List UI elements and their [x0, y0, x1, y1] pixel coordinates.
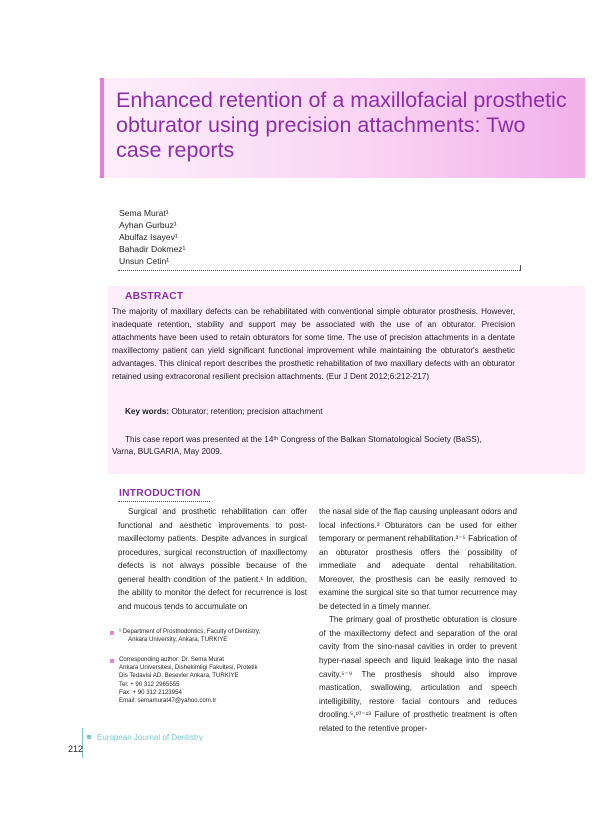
introduction-heading: INTRODUCTION: [119, 488, 201, 499]
corr-line: Ankara Universitesi, Dishekimligi Fakultesi, Protetik: [119, 664, 258, 672]
keywords: [125, 407, 323, 416]
intro-divider: [118, 501, 210, 502]
corr-line: Email: semamurat47@yahoo.com.tr: [119, 697, 217, 705]
footer-marker: [87, 735, 91, 739]
presentation-note-line2: Varna, BULGARIA, May 2009.: [112, 447, 222, 456]
page-number: 212: [68, 744, 84, 754]
intro-right-column: [319, 505, 517, 735]
author-name: Unsun Cetin¹: [119, 256, 170, 267]
corr-line: Dis Tedavisi AD. Besevler Ankara, TURKIYE: [119, 672, 239, 680]
author-name: Abulfaz Isayev¹: [119, 232, 178, 243]
corresponding-author: [119, 656, 258, 705]
intro-left-column: [118, 505, 307, 613]
divider-tick: [520, 265, 521, 271]
keywords-label: Key words:: [125, 407, 170, 416]
abstract-body: The majority of maxillary defects can be rehabilitated with conventional simple obturator prosthesis. However, inadequate retention, stability and support may be associated with the use of an obturator. Precision attachments have been used to retain obturators for some time. The use of precision attachments in a dentate maxillectomy patient can yield significant functional improvement while maintaining the obturator's aesthetic advantages. This clinical report describes the prosthetic rehabilitation of two maxillary defects with an obturator retained using extracoronal resilient precision attachments. (Eur J Dent 2012;6:212-217): [112, 307, 515, 382]
affiliation-line: Ankara University, Ankara, TURKIYE: [128, 636, 228, 644]
footnote-marker: [110, 631, 114, 635]
affiliation-footnote: [119, 628, 260, 644]
author-name: Ayhan Gurbuz¹: [119, 220, 177, 231]
author-divider: [118, 270, 520, 271]
footnote-marker: [110, 659, 114, 663]
intro-paragraph: The primary goal of prosthetic obturation is closure of the maxillectomy defect and separation of the oral cavity from the sino-nasal cavities in order to prevent hyper-nasal speech and liquid leakage into the nasal cavity.⁵⁻⁹ The prosthesis should also improve mastication, swallowing, articulation and speech intelligibility, restore facial contours and reduces drooling.⁵,¹⁰⁻¹³ Failure of prosthetic treatment is often related to the retentive proper-: [319, 615, 517, 733]
author-list: [119, 207, 185, 267]
presentation-note: This case report was presented at the 14ᵗʰ Congress of the Balkan Stomatological Society (BaSS),: [125, 435, 482, 444]
author-name: Sema Murat¹: [119, 208, 169, 218]
intro-paragraph: the nasal side of the flap causing unpleasant odors and local infections.² Obturators can be used for either temporary or permanent rehabilitation.³⁻⁵ Fabrication of an obturator prosthesis offers the possibility of immediate and adequate dental rehabilitation. Moreover, the prosthesis can be easily removed to examine the surgical site so that tumor recurrence may be detected in a timely manner.: [319, 507, 517, 611]
author-name: Bahadir Dokmez¹: [119, 244, 186, 255]
keywords-text: Obturator; retention; precision attachment: [171, 407, 323, 416]
corr-line: Tel: + 90 312 2965555: [119, 680, 180, 688]
title-accent-bar: [100, 78, 104, 178]
corr-line: Corresponding author: Dr. Sema Murat: [119, 656, 224, 663]
journal-name: European Journal of Dentistry: [97, 733, 203, 742]
abstract-heading: ABSTRACT: [125, 291, 184, 302]
affiliation-line: ¹ Department of Prosthodontics, Faculty of Dentistry,: [119, 628, 261, 635]
intro-paragraph: Surgical and prosthetic rehabilitation can offer functional and aesthetic improvements to post-maxillectomy patients. Despite advances in surgical procedures, surgical reconstruction of maxillectomy defects is not always possible because of the general health condition of the patient.¹ In addition, the ability to monitor the defect for recurrence is lost and mucous tends to accumulate on: [118, 507, 307, 611]
article-title: Enhanced retention of a maxillofacial prosthetic obturator using precision attachments: Two case reports: [116, 88, 567, 162]
corr-line: Fax: + 90 312 2123954: [119, 688, 182, 696]
